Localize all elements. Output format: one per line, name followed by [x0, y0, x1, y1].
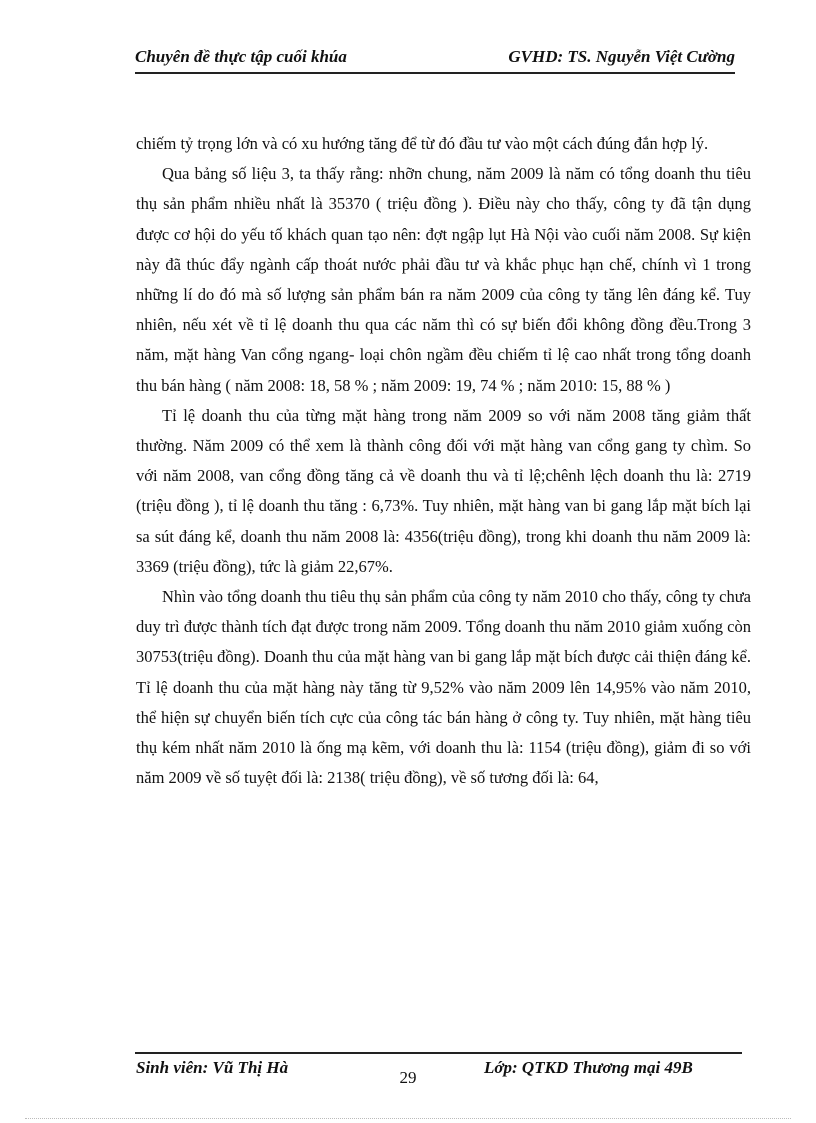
footer-student: Sinh viên: Vũ Thị Hà	[136, 1058, 289, 1077]
page-header	[135, 44, 735, 74]
header-supervisor: GVHD: TS. Nguyễn Việt Cường	[508, 47, 735, 66]
paragraph: Nhìn vào tổng doanh thu tiêu thụ sản phẩm của công ty năm 2010 cho thấy, công ty chưa duy trì được thành tích đạt được trong năm 2009. Tổng doanh thu năm 2010 giảm xuống còn 30753(triệu đồng). Doanh thu của mặt hàng van bi gang lắp mặt bích được cải thiện đáng kể. Tỉ lệ doanh thu của mặt hàng này tăng từ 9,52% vào năm 2009 lên 14,95% vào năm 2010, thể hiện sự chuyển biến tích cực của công tác bán hàng ở công ty. Tuy nhiên, mặt hàng tiêu thụ kém nhất năm 2010 là ống mạ kẽm, với doanh thu là: 1154 (triệu đồng), giảm đi so với năm 2009 về số tuyệt đối là: 2138( triệu đồng), về số tương đối là: 64,	[136, 587, 751, 788]
document-body	[136, 129, 751, 793]
footer-divider	[135, 1052, 742, 1054]
paragraph-continuation: chiếm tỷ trọng lớn và có xu hướng tăng để từ đó đầu tư vào một cách đúng đắn hợp lý.	[136, 134, 709, 153]
paragraph: Tỉ lệ doanh thu của từng mặt hàng trong năm 2009 so với năm 2008 tăng giảm thất thường. Năm 2009 có thể xem là thành công đối với mặt hàng van cổng gang ty chìm. So với năm 2008, van cổng đồng tăng cả về doanh thu và tỉ lệ;chênh lệch doanh thu là: 2719 (triệu đồng ), tỉ lệ doanh thu tăng : 6,73%. Tuy nhiên, mặt hàng van bi gang lắp mặt bích lại sa sút đáng kể, doanh thu năm 2008 là: 4356(triệu đồng), trong khi doanh thu năm 2009 là: 3369 (triệu đồng), tức là giảm 22,67%.	[136, 405, 751, 576]
page-bottom-border	[25, 1118, 791, 1119]
page-number: 29	[399, 1068, 417, 1087]
header-title: Chuyên đề thực tập cuối khúa	[135, 47, 347, 66]
paragraph: Qua bảng số liệu 3, ta thấy rằng: nhỡn chung, năm 2009 là năm có tổng doanh thu tiêu thụ sản phẩm nhiều nhất là 35370 ( triệu đồng ). Điều này cho thấy, công ty đã tận dụng được cơ hội do yếu tố khách quan tạo nên: đợt ngập lụt Hà Nội vào cuối năm 2008. Sự kiện này đã thúc đẩy ngành cấp thoát nước phải đầu tư và khắc phục hạn chế, chính vì 1 trong những lí do đó mà số lượng sản phẩm bán ra năm 2009 của công ty tăng lên đáng kể. Tuy nhiên, nếu xét về tỉ lệ doanh thu qua các năm thì có sự biến đổi không đồng đều.Trong 3 năm, mặt hàng Van cổng ngang- loại chôn ngầm đều chiếm tỉ lệ cao nhất trong tổng doanh thu bán hàng ( năm 2008: 18, 58 % ; năm 2009: 19, 74 % ; năm 2010: 15, 88 % )	[136, 164, 751, 395]
footer-class: Lớp: QTKD Thương mại 49B	[484, 1058, 693, 1077]
